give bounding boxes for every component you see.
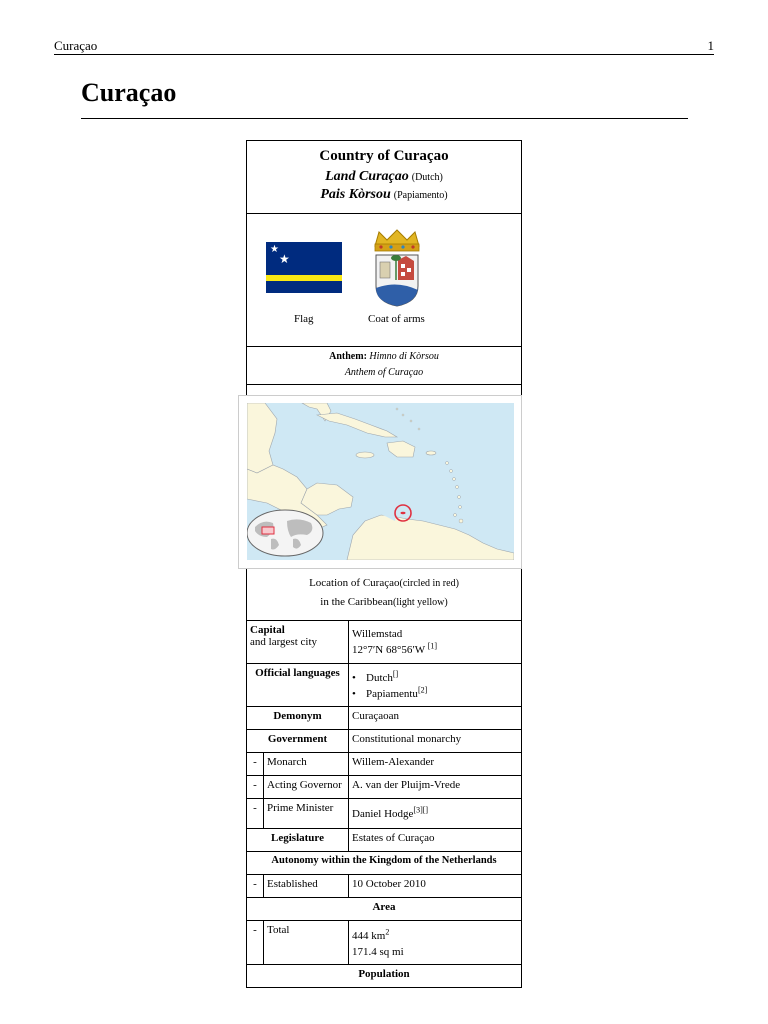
population-header: Population [358,968,410,980]
prime-minister-value[interactable]: Daniel Hodge [352,808,414,820]
demonym-value: Curaçaoan [348,707,521,729]
coat-of-arms-caption: Coat of arms [368,313,425,325]
demonym-row [247,706,521,729]
area-km-value: 444 km [352,930,386,942]
world-globe-inset [247,510,323,556]
anthem-name: Himno di Kòrsou [369,351,439,362]
title-rule [81,118,688,119]
local-name-papiamento: Pais Kòrsou (Papiamento) [320,187,448,202]
government-value[interactable]: Constitutional monarchy [348,730,521,752]
flag-caption: Flag [294,313,314,325]
autonomy-header-row [247,851,521,874]
star-icon: ★ [279,252,290,266]
running-header-title: Curaçao [54,38,98,53]
anthem-label: Anthem: [329,351,367,362]
government-label: Government [267,733,328,745]
capital-label: Capital [250,624,285,636]
country-name: Country of Curaçao [319,148,449,164]
legislature-row [247,828,521,851]
area-total-label: Total [267,924,290,936]
local-name-dutch: Land Curaçao (Dutch) [325,169,443,184]
symbols-section [247,213,521,346]
capital-ref[interactable]: [1] [427,641,438,651]
languages-row [247,663,521,706]
page-number: 1 [707,38,714,53]
monarch-label: Monarch [267,756,307,768]
running-header-rule [54,54,714,55]
autonomy-header: Autonomy within the Kingdom of the Netherlands [271,855,497,866]
row-dash: - [247,776,264,798]
languages-label: Official languages [255,667,340,679]
capital-row [247,620,521,663]
area-total-row [247,920,521,964]
row-dash: - [247,921,264,964]
prime-minister-label: Prime Minister [267,802,334,814]
flag-of-curacao[interactable] [266,242,342,293]
governor-value[interactable]: A. van der Pluijm-Vrede [348,776,521,798]
established-row [247,874,521,897]
demonym-label: Demonym [273,710,322,722]
capital-value[interactable]: Willemstad [352,628,403,640]
capital-sublabel: and largest city [250,636,317,648]
map-divider [247,384,521,385]
language-item[interactable]: • Papiamentu[2] [352,686,518,702]
infobox-header [247,141,521,213]
governor-label: Acting Governor [267,779,342,791]
monarch-row [247,752,521,775]
map-caption: Location of Curaçao(circled in red) in the Caribbean(light yellow) [309,577,459,608]
monarch-value[interactable]: Willem-Alexander [348,753,521,775]
government-row [247,729,521,752]
governor-row [247,775,521,798]
capital-coords[interactable]: 12°7′N 68°56′W [352,644,425,656]
area-header-row [247,897,521,920]
star-icon: ★ [270,244,279,255]
row-dash: - [247,753,264,775]
language-item[interactable]: • Dutch[] [352,670,518,686]
area-km-sup: 2 [385,927,390,937]
row-dash: - [247,799,264,828]
prime-minister-row [247,798,521,828]
infobox [246,140,522,988]
coat-of-arms-icon[interactable] [371,228,423,308]
locator-map[interactable] [238,395,522,569]
page-title: Curaçao [81,78,177,107]
established-label: Established [267,878,318,890]
languages-list [352,670,518,702]
legislature-label: Legislature [271,832,324,844]
anthem-section [247,346,521,384]
prime-minister-ref[interactable]: [3][] [413,805,429,815]
row-dash: - [247,875,264,897]
established-value: 10 October 2010 [348,875,521,897]
population-header-row [247,964,521,987]
area-mi-value: 171.4 sq mi [352,946,404,958]
legislature-value[interactable]: Estates of Curaçao [348,829,521,851]
anthem-translation: Anthem of Curaçao [344,367,424,378]
area-header: Area [372,901,396,913]
flag-stripe [266,275,342,281]
